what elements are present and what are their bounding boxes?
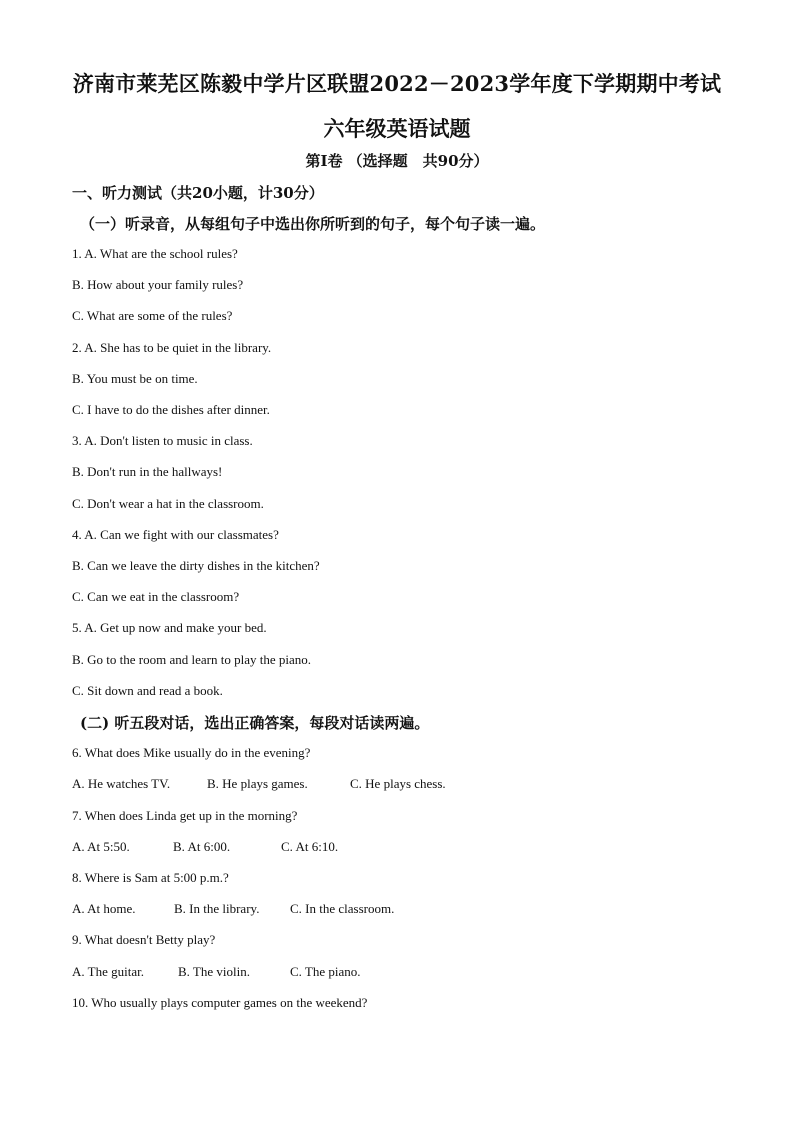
list-item: 4. A. Can we fight with our classmates? [72, 527, 279, 542]
exam-subtitle: 六年级英语试题 [323, 116, 471, 141]
option-c: C. He plays chess. [350, 776, 446, 791]
option-c: C. The piano. [290, 964, 361, 979]
section-heading-listening: 一、听力测试（共20小题，计30分） [72, 184, 324, 202]
list-item: C. Can we eat in the classroom? [72, 589, 240, 604]
option-a: A. At 5:50. [72, 839, 130, 854]
options-row [72, 839, 338, 855]
option-b: B. He plays games. [207, 776, 308, 791]
list-item: B. How about your family rules? [72, 277, 244, 292]
list-item: 5. A. Get up now and make your bed. [72, 620, 267, 635]
option-b: B. The violin. [178, 964, 250, 979]
option-a: A. He watches TV. [72, 776, 171, 791]
part-one-instruction: （一）听录音，从每组句子中选出你所听到的句子，每个句子读一遍。 [80, 215, 546, 233]
list-item: B. You must be on time. [72, 371, 198, 386]
options-row [72, 901, 394, 917]
exam-title: 济南市莱芜区陈毅中学片区联盟2022－2023学年度下学期期中考试 [72, 71, 722, 96]
question-text: 6. What does Mike usually do in the evening? [72, 745, 311, 760]
list-item: B. Go to the room and learn to play the piano. [72, 652, 312, 667]
option-b: B. At 6:00. [173, 839, 231, 854]
option-a: A. The guitar. [72, 964, 144, 979]
option-c: C. At 6:10. [281, 839, 339, 854]
options-row [72, 776, 446, 792]
list-item: C. Don't wear a hat in the classroom. [72, 496, 264, 511]
list-item: B. Can we leave the dirty dishes in the kitchen? [72, 558, 320, 573]
option-c: C. In the classroom. [290, 901, 395, 916]
list-item: B. Don't run in the hallways! [72, 464, 223, 479]
list-item: 3. A. Don't listen to music in class. [72, 433, 253, 448]
option-a: A. At home. [72, 901, 136, 916]
list-item: 1. A. What are the school rules? [72, 246, 238, 261]
options-row [72, 964, 361, 980]
part-two-instruction: (二) 听五段对话，选出正确答案，每段对话读两遍。 [80, 714, 430, 732]
volume-heading: 第Ⅰ卷 （选择题 共90分） [305, 152, 489, 170]
option-b: B. In the library. [174, 901, 260, 916]
question-text: 8. Where is Sam at 5:00 p.m.? [72, 870, 229, 885]
list-item: 2. A. She has to be quiet in the library. [72, 340, 272, 355]
question-text: 9. What doesn't Betty play? [72, 932, 216, 947]
question-text: 10. Who usually plays computer games on the weekend? [72, 995, 368, 1010]
list-item: C. I have to do the dishes after dinner. [72, 402, 270, 417]
question-text: 7. When does Linda get up in the morning? [72, 808, 298, 823]
list-item: C. What are some of the rules? [72, 308, 233, 323]
list-item: C. Sit down and read a book. [72, 683, 223, 698]
